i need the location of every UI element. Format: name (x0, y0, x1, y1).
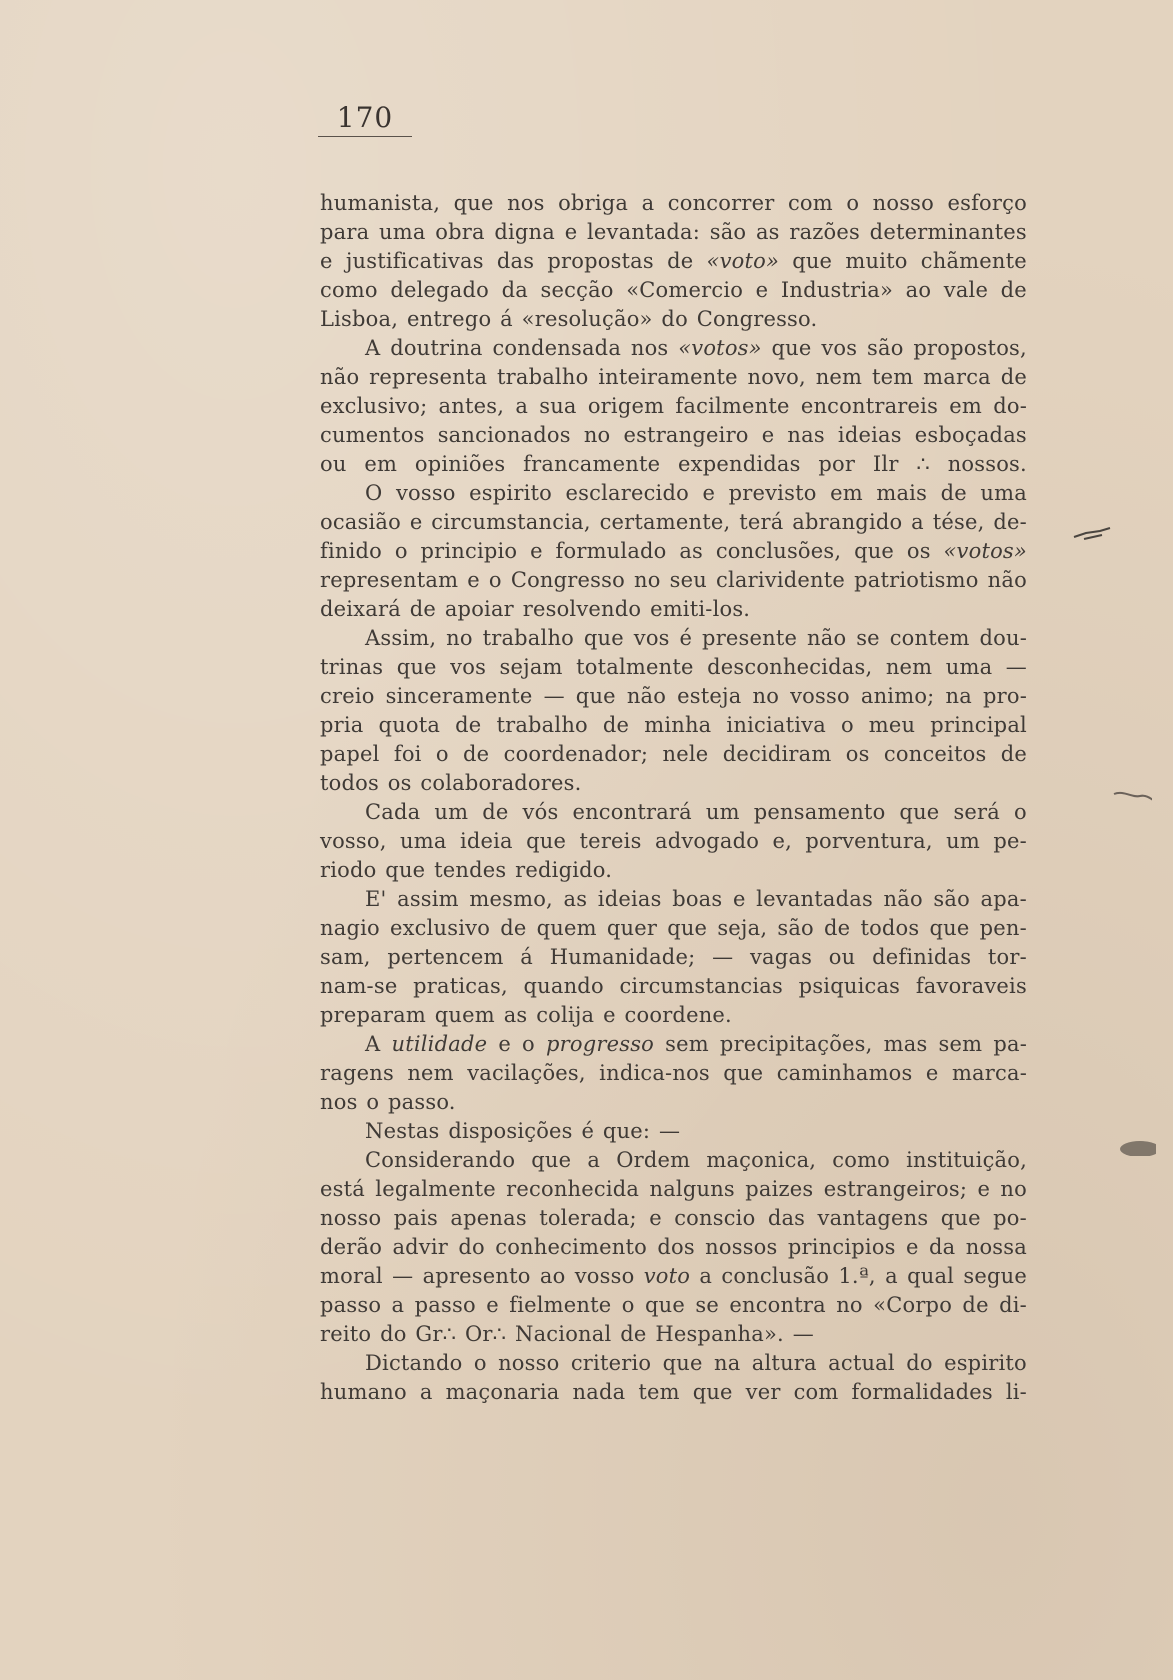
text-line: humanista, que nos obriga a concorrer com o nosso esforço (320, 191, 1027, 215)
text-line: todos os colaboradores. (320, 771, 582, 795)
margin-mark-icon (1116, 1136, 1156, 1156)
text-line: riodo que tendes redigido. (320, 858, 613, 882)
text-line: finido o principio e formulado as conclusões, que os «votos» (320, 539, 1027, 563)
text-line: Lisboa, entrego á «resolução» do Congresso. (320, 307, 818, 331)
text-line: vosso, uma ideia que tereis advogado e, porventura, um pe- (320, 829, 1027, 853)
text-line: creio sinceramente — que não esteja no vosso animo; na pro- (320, 684, 1027, 708)
text-line: nam-se praticas, quando circumstancias psiquicas favoraveis (320, 974, 1027, 998)
text-line: moral — apresento ao vosso voto a conclusão 1.ª, a qual segue (320, 1264, 1027, 1288)
text-line: Dictando o nosso criterio que na altura actual do espirito (365, 1351, 1027, 1375)
text-line: Considerando que a Ordem maçonica, como instituição, (365, 1148, 1027, 1172)
body-text (320, 189, 1027, 1407)
text-line: Assim, no trabalho que vos é presente não se contem dou- (365, 626, 1027, 650)
text-line: ragens nem vacilações, indica-nos que caminhamos e marca- (320, 1061, 1027, 1085)
text-line: ocasião e circumstancia, certamente, terá abrangido a tése, de- (320, 510, 1027, 534)
text-line: E' assim mesmo, as ideias boas e levantadas não são apa- (365, 887, 1027, 911)
margin-mark-icon (1112, 788, 1152, 808)
text-line: pria quota de trabalho de minha iniciativa o meu principal (320, 713, 1027, 737)
text-line: derão advir do conhecimento dos nossos principios e da nossa (320, 1235, 1027, 1259)
text-line: humano a maçonaria nada tem que ver com formalidades li- (320, 1380, 1027, 1404)
text-line: como delegado da secção «Comercio e Industria» ao vale de (320, 278, 1027, 302)
text-line: está legalmente reconhecida nalguns paizes estrangeiros; e no (320, 1177, 1027, 1201)
text-line: papel foi o de coordenador; nele decidiram os conceitos de (320, 742, 1027, 766)
text-line: reito do Gr∴ Or∴ Nacional de Hespanha». — (320, 1322, 814, 1346)
text-line: sam, pertencem á Humanidade; — vagas ou definidas tor- (320, 945, 1027, 969)
text-line: ou em opiniões francamente expendidas por Ilr ∴ nossos. (320, 452, 1027, 476)
text-line: trinas que vos sejam totalmente desconhecidas, nem uma — (320, 655, 1027, 679)
text-line: nagio exclusivo de quem quer que seja, são de todos que pen- (320, 916, 1027, 940)
text-line: nos o passo. (320, 1090, 456, 1114)
text-line: preparam quem as colija e coordene. (320, 1003, 732, 1027)
text-line: deixará de apoiar resolvendo emiti-los. (320, 597, 751, 621)
text-line: cumentos sancionados no estrangeiro e nas ideias esboçadas (320, 423, 1027, 447)
text-line: passo a passo e fielmente o que se encontra no «Corpo de di- (320, 1293, 1027, 1317)
page-number: 170 (336, 101, 394, 134)
text-line: A utilidade e o progresso sem precipitações, mas sem pa- (365, 1032, 1027, 1056)
text-line: representam e o Congresso no seu clarividente patriotismo não (320, 568, 1027, 592)
text-line: nosso pais apenas tolerada; e conscio das vantagens que po- (320, 1206, 1027, 1230)
text-line: Nestas disposições é que: — (365, 1119, 681, 1143)
page-number-header (318, 100, 412, 137)
text-line: não representa trabalho inteiramente novo, nem tem marca de (320, 365, 1027, 389)
text-line: O vosso espirito esclarecido e previsto em mais de uma (365, 481, 1027, 505)
text-line: exclusivo; antes, a sua origem facilmente encontrareis em do- (320, 394, 1027, 418)
text-line: e justificativas das propostas de «voto» que muito chãmente (320, 249, 1027, 273)
margin-mark-icon (1072, 525, 1112, 545)
text-line: Cada um de vós encontrará um pensamento que será o (365, 800, 1027, 824)
text-line: A doutrina condensada nos «votos» que vos são propostos, (365, 336, 1027, 360)
text-line: para uma obra digna e levantada: são as razões determinantes (320, 220, 1027, 244)
